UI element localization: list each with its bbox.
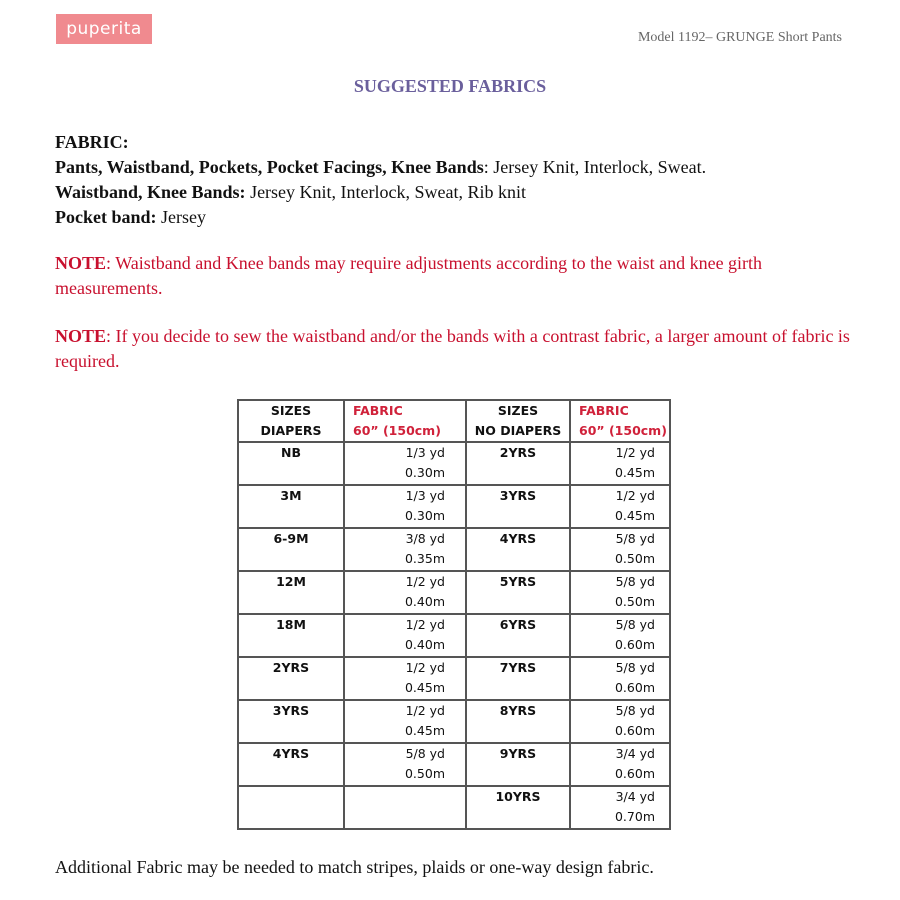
table-row — [238, 528, 670, 571]
fabric-size-table — [237, 399, 671, 830]
fabric-no-diapers-cell: 1/2 yd 0.45m — [570, 485, 670, 528]
size-diapers-cell: 3YRS — [238, 700, 344, 743]
fabric-diapers-cell: 1/2 yd 0.45m — [344, 700, 466, 743]
table-row — [238, 700, 670, 743]
fabric-diapers-cell: 1/2 yd 0.40m — [344, 614, 466, 657]
puperita-logo: puperita — [56, 14, 152, 44]
size-diapers-cell: 6-9M — [238, 528, 344, 571]
fabric-line: Pocket band: Jersey — [55, 207, 206, 227]
fabric-line: Waistband, Knee Bands: Jersey Knit, Interlock, Sweat, Rib knit — [55, 182, 527, 202]
size-no-diapers-cell: 7YRS — [466, 657, 570, 700]
fabric-line: Pants, Waistband, Pockets, Pocket Facings, Knee Bands: Jersey Knit, Interlock, Sweat. — [55, 157, 707, 177]
table-row — [238, 442, 670, 485]
fabric-diapers-cell: 1/3 yd 0.30m — [344, 485, 466, 528]
table-row — [238, 485, 670, 528]
fabric-section — [55, 130, 706, 230]
header-fabric-2: FABRIC 60” (150cm) — [570, 400, 670, 442]
size-diapers-cell: 3M — [238, 485, 344, 528]
fabric-no-diapers-cell: 3/4 yd 0.70m — [570, 786, 670, 829]
size-no-diapers-cell: 8YRS — [466, 700, 570, 743]
size-diapers-cell — [238, 786, 344, 829]
fabric-diapers-cell: 1/3 yd 0.30m — [344, 442, 466, 485]
fabric-diapers-cell: 1/2 yd 0.45m — [344, 657, 466, 700]
note-adjustments: NOTE: Waistband and Knee bands may require adjustments according to the waist and knee girth measurements. — [55, 253, 763, 298]
model-name: Model 1192– GRUNGE Short Pants — [637, 30, 842, 45]
table-header-row — [238, 400, 670, 442]
fabric-diapers-cell: 1/2 yd 0.40m — [344, 571, 466, 614]
header-sizes-diapers: SIZES DIAPERS — [238, 400, 344, 442]
fabric-no-diapers-cell: 3/4 yd 0.60m — [570, 743, 670, 786]
fabric-no-diapers-cell: 5/8 yd 0.50m — [570, 528, 670, 571]
table-row — [238, 743, 670, 786]
size-no-diapers-cell: 5YRS — [466, 571, 570, 614]
table-row — [238, 657, 670, 700]
size-diapers-cell: 12M — [238, 571, 344, 614]
table-row — [238, 571, 670, 614]
size-diapers-cell: 18M — [238, 614, 344, 657]
size-no-diapers-cell: 3YRS — [466, 485, 570, 528]
size-no-diapers-cell: 10YRS — [466, 786, 570, 829]
fabric-no-diapers-cell: 5/8 yd 0.60m — [570, 614, 670, 657]
size-diapers-cell: 2YRS — [238, 657, 344, 700]
table-row — [238, 614, 670, 657]
fabric-diapers-cell: 5/8 yd 0.50m — [344, 743, 466, 786]
table-row — [238, 786, 670, 829]
page-title: SUGGESTED FABRICS — [353, 76, 547, 96]
size-no-diapers-cell: 2YRS — [466, 442, 570, 485]
note-contrast-fabric: NOTE: If you decide to sew the waistband and/or the bands with a contrast fabric, a larger amount of fabric is required. — [55, 326, 850, 371]
size-no-diapers-cell: 9YRS — [466, 743, 570, 786]
size-diapers-cell: 4YRS — [238, 743, 344, 786]
footer-note: Additional Fabric may be needed to match stripes, plaids or one-way design fabric. — [55, 857, 654, 877]
fabric-heading: FABRIC: — [55, 132, 129, 152]
header-sizes-no-diapers: SIZES NO DIAPERS — [466, 400, 570, 442]
fabric-diapers-cell: 3/8 yd 0.35m — [344, 528, 466, 571]
fabric-no-diapers-cell: 5/8 yd 0.60m — [570, 657, 670, 700]
size-no-diapers-cell: 6YRS — [466, 614, 570, 657]
fabric-no-diapers-cell: 1/2 yd 0.45m — [570, 442, 670, 485]
header-fabric-1: FABRIC 60” (150cm) — [344, 400, 466, 442]
fabric-no-diapers-cell: 5/8 yd 0.60m — [570, 700, 670, 743]
size-diapers-cell: NB — [238, 442, 344, 485]
fabric-no-diapers-cell: 5/8 yd 0.50m — [570, 571, 670, 614]
size-no-diapers-cell: 4YRS — [466, 528, 570, 571]
fabric-diapers-cell — [344, 786, 466, 829]
